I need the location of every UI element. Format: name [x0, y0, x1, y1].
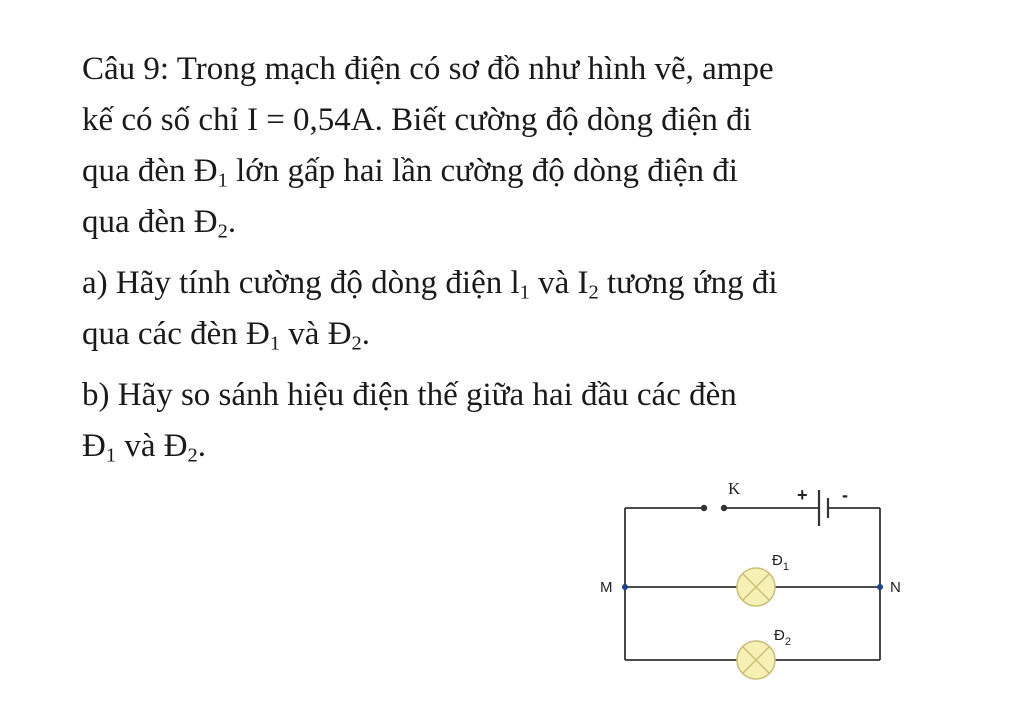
part-a-paragraph	[82, 258, 938, 360]
subscript: 2	[217, 220, 228, 243]
lamp-1-letter: Đ	[772, 552, 783, 569]
text-run: Đ	[82, 428, 106, 464]
text-run: qua các đèn Đ	[82, 316, 270, 352]
part-a-line-2	[82, 316, 370, 355]
lamp-2-letter: Đ	[774, 627, 785, 644]
subscript: 1	[217, 169, 228, 192]
text-run: a) Hãy tính cường độ dòng điện l	[82, 265, 520, 301]
text-run: lớn gấp hai lần cường độ dòng điện đi	[227, 153, 738, 189]
part-b-paragraph	[82, 370, 938, 472]
question-line-1: Câu 9: Trong mạch điện có sơ đồ như hình vẽ, ampe	[82, 51, 774, 87]
node-n-label: N	[890, 579, 901, 596]
switch-label: K	[728, 479, 741, 498]
node-m-dot	[622, 584, 628, 590]
text-run: và Đ	[116, 428, 188, 464]
node-m-label: M	[600, 579, 613, 596]
question-line-3	[82, 153, 738, 192]
node-n-dot	[877, 584, 883, 590]
subscript: 1	[269, 332, 281, 355]
battery-minus-label: -	[842, 485, 848, 505]
subscript: 2	[588, 281, 599, 304]
lamp-2-subscript: 2	[784, 636, 791, 648]
part-a-line-1	[82, 265, 778, 304]
lamp-1-label	[772, 552, 789, 573]
circuit-diagram	[590, 470, 910, 692]
subscript: 2	[187, 444, 198, 467]
question-line-4	[82, 204, 237, 243]
text-run: .	[361, 316, 370, 352]
lamp-1-subscript: 1	[782, 561, 789, 573]
part-b-line-1: b) Hãy so sánh hiệu điện thế giữa hai đầu các đèn	[82, 377, 737, 413]
text-run: qua đèn Đ	[82, 204, 218, 240]
part-b-line-2	[82, 428, 207, 467]
subscript: 1	[519, 281, 530, 304]
lamp-1-icon	[737, 568, 775, 606]
text-run: qua đèn Đ	[82, 153, 218, 189]
text-run: và I	[529, 265, 589, 301]
battery-plus-label: +	[797, 485, 808, 505]
text-run: .	[227, 204, 237, 240]
lamp-2-label	[774, 627, 791, 648]
subscript: 1	[105, 444, 117, 467]
switch-contact-left	[701, 505, 707, 511]
text-run: và Đ	[280, 316, 352, 352]
lamp-2-icon	[737, 641, 775, 679]
question-paragraph	[82, 44, 938, 248]
text-run: tương ứng đi	[598, 265, 778, 301]
question-line-2: kế có số chỉ I = 0,54A. Biết cường độ dòng điện đi	[82, 102, 752, 138]
problem-text	[82, 44, 938, 472]
subscript: 2	[351, 332, 362, 355]
text-run: .	[197, 428, 207, 464]
